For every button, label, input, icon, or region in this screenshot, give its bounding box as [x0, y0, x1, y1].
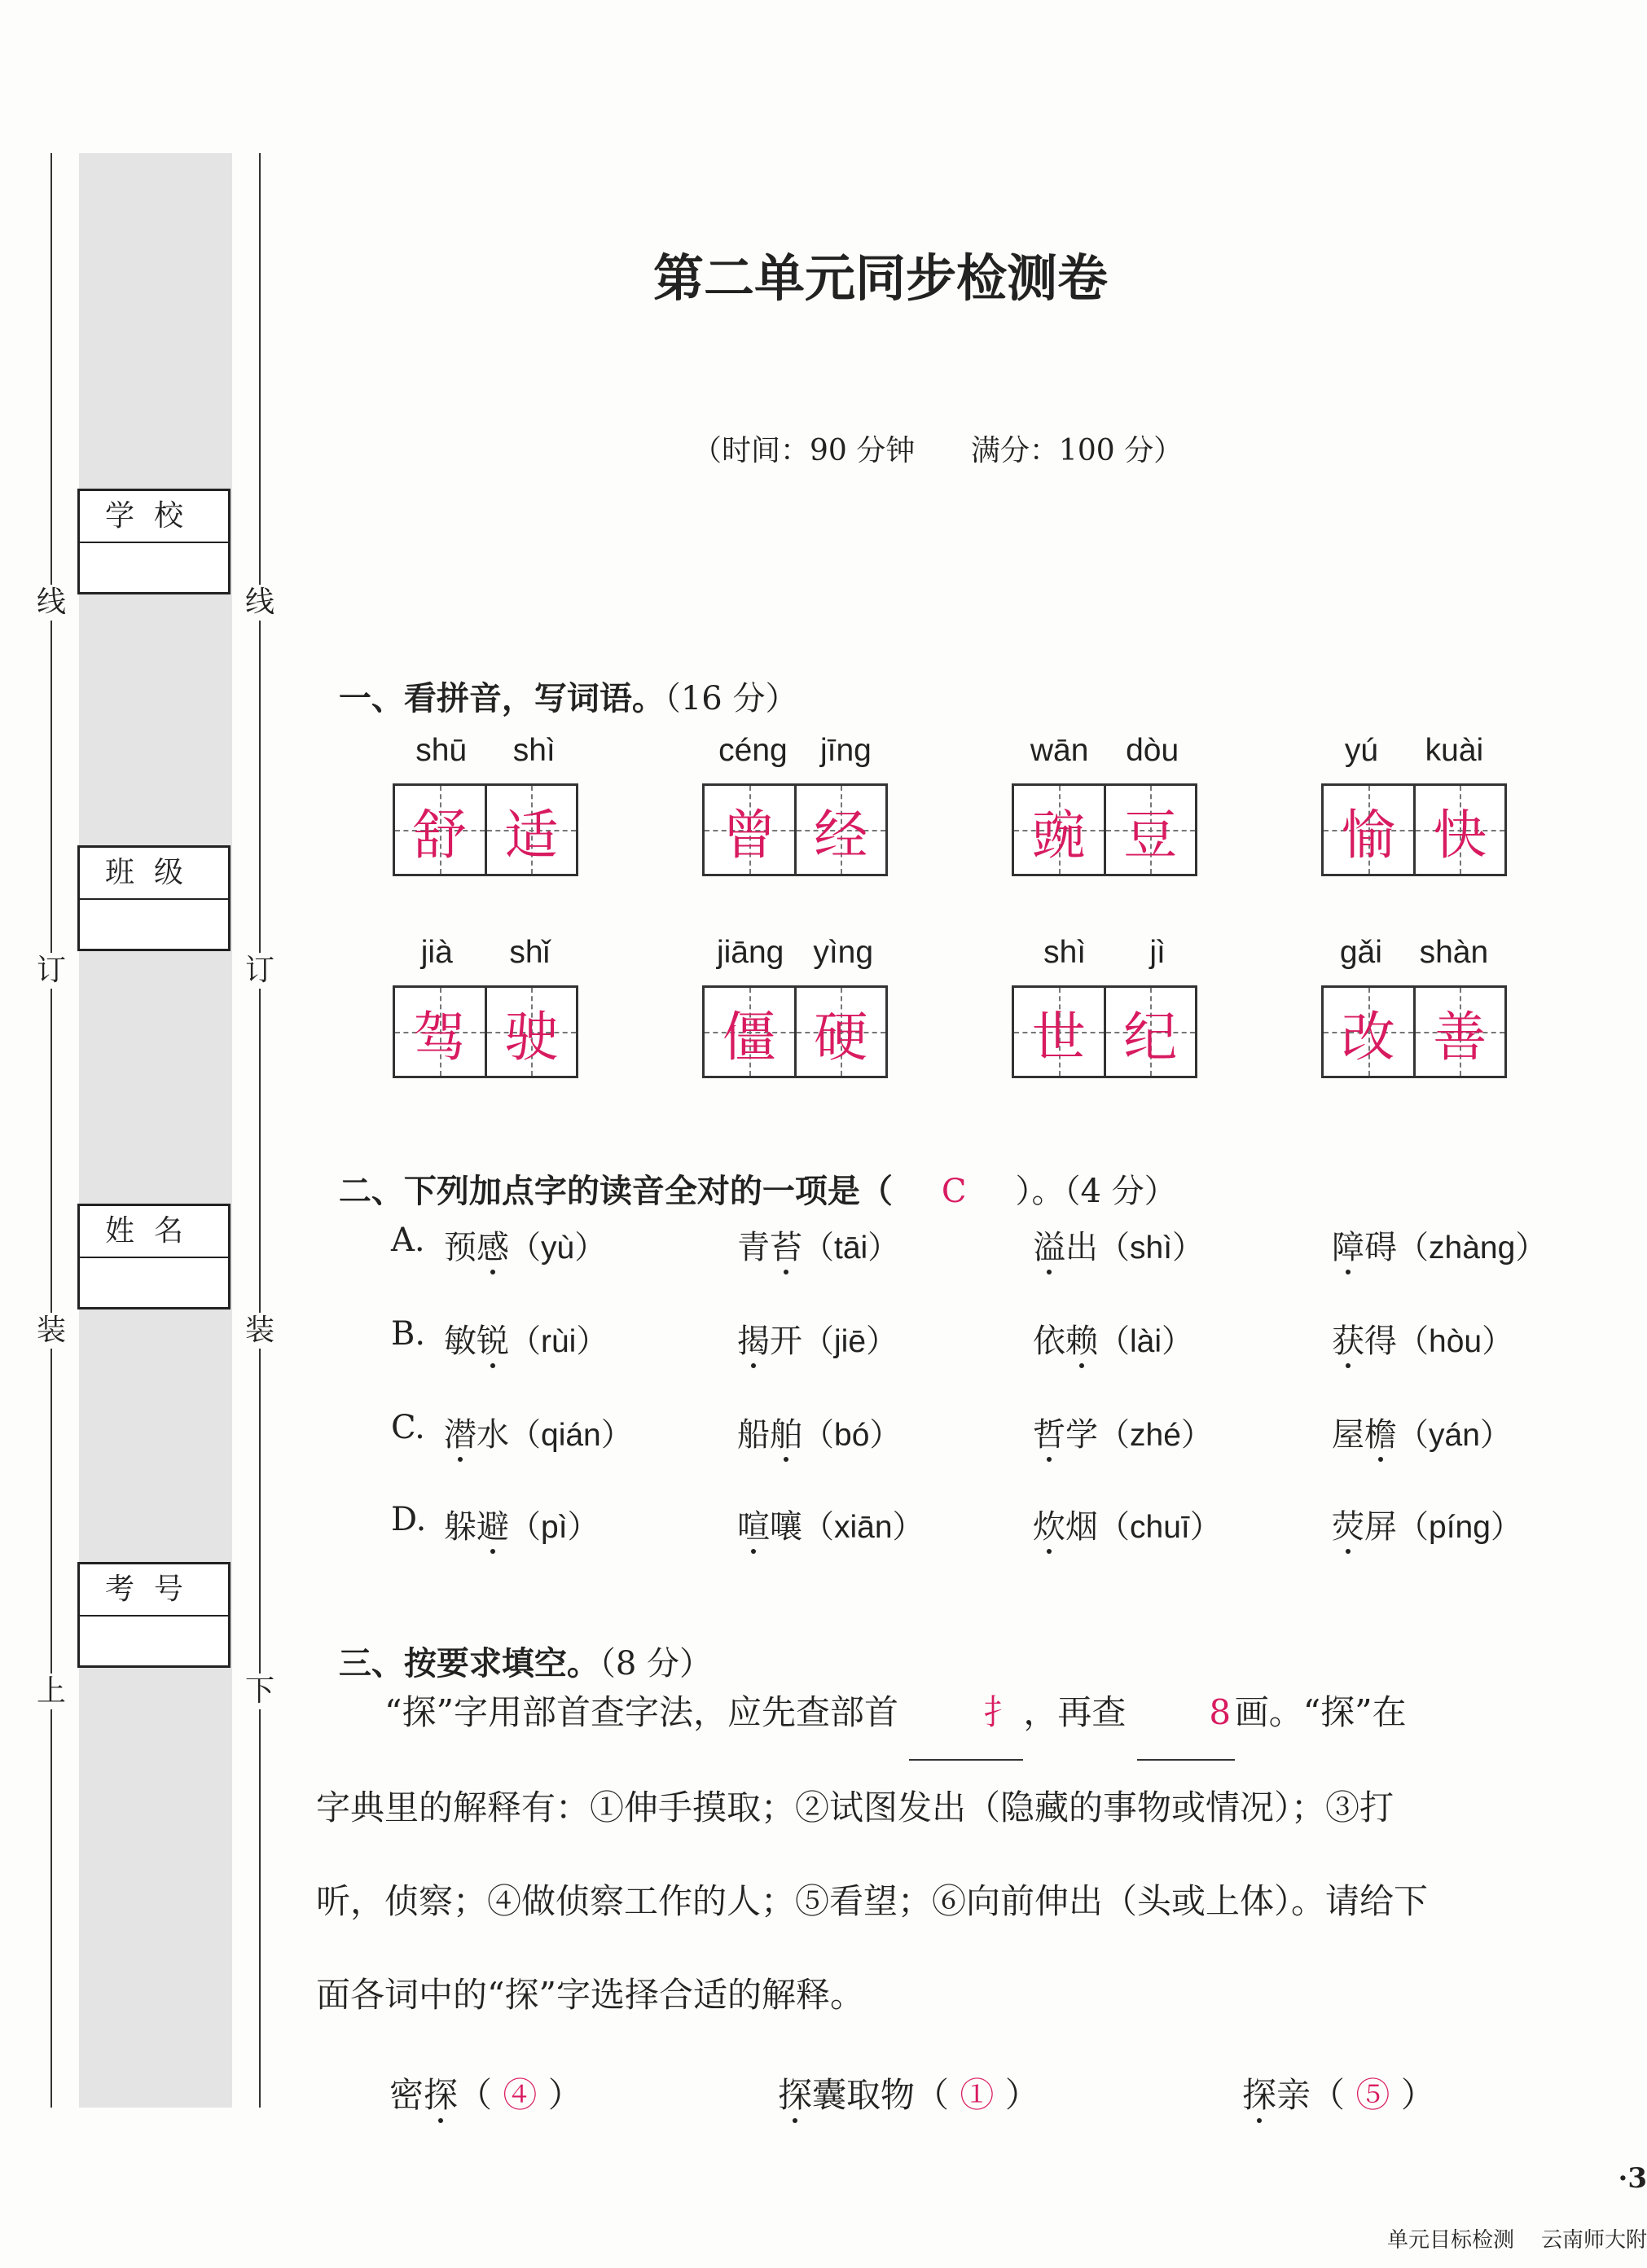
pinyin: yú — [1344, 733, 1379, 768]
answer-char: 改 — [1341, 1005, 1395, 1068]
pinyin: dòu — [1126, 733, 1179, 768]
answer-char: 豆 — [1123, 803, 1178, 866]
margin-mark-left: 订 — [33, 953, 69, 989]
writing-grid — [1012, 783, 1197, 876]
pinyin-word — [1321, 733, 1507, 876]
answer-char: 僵 — [722, 1005, 776, 1068]
cut-line-inner — [259, 153, 261, 2108]
option-item: 喧嚷（xiān） — [737, 1508, 925, 1546]
option-letter: D. — [391, 1501, 427, 1538]
para-line: “探”字用部首查字法，应先查部首 — [384, 1692, 898, 1732]
fill-item: 探囊取物（ ① ） — [778, 2075, 1039, 2115]
option-item: 哲学（zhé） — [1033, 1416, 1213, 1454]
answer-char: 世 — [1031, 1005, 1086, 1068]
writing-grid — [1321, 985, 1507, 1078]
pinyin: jì — [1149, 935, 1166, 970]
option-item: 获得（hòu） — [1332, 1323, 1514, 1360]
pinyin-word — [702, 733, 888, 876]
pinyin: céng — [718, 733, 788, 768]
answer-char: 豌 — [1031, 803, 1086, 866]
radical-blank[interactable]: 扌 — [909, 1665, 1023, 1761]
margin-mark-right: 线 — [242, 585, 278, 621]
fill-item: 密探（ ④ ） — [389, 2075, 582, 2115]
answer-char: 适 — [504, 803, 559, 866]
pinyin-word — [393, 935, 578, 1078]
fill-item: 探亲（ ⑤ ） — [1242, 2075, 1435, 2115]
pinyin: shì — [512, 733, 556, 768]
answer-char: 驶 — [504, 1005, 559, 1068]
writing-grid — [393, 783, 578, 876]
pinyin: kuài — [1425, 733, 1484, 768]
binding-margin — [79, 153, 232, 2108]
writing-grid — [393, 985, 578, 1078]
section2-answer: C — [941, 1173, 967, 1210]
section2-title: 二、下列加点字的读音全对的一项是（ — [338, 1173, 893, 1210]
name-field[interactable] — [77, 1204, 231, 1309]
pinyin: shū — [415, 733, 468, 768]
fill-answer: ① — [960, 2075, 995, 2115]
pinyin-word — [1012, 733, 1197, 876]
writing-grid — [1321, 783, 1507, 876]
pinyin: shì — [1043, 935, 1087, 970]
option-item: 揭开（jiē） — [737, 1323, 898, 1360]
option-letter: A. — [391, 1222, 425, 1259]
name-label: 姓名 — [80, 1206, 228, 1258]
option-item: 障碍（zhàng） — [1332, 1229, 1548, 1266]
exam-number-label: 考号 — [80, 1564, 228, 1617]
option-item: 青苔（tāi） — [737, 1229, 900, 1266]
pinyin: jiāng — [716, 935, 784, 970]
section3-title: 三、按要求填空。 — [338, 1645, 600, 1682]
exam-time-score: （时间：90 分钟 满分：100 分） — [692, 434, 1184, 467]
section2-heading — [316, 1128, 1177, 1212]
section3-score: （8 分） — [599, 1645, 713, 1682]
option-item: 船舶（bó） — [737, 1416, 902, 1454]
cut-line-outer — [51, 153, 52, 2108]
margin-mark-right: 装 — [242, 1313, 278, 1349]
option-item: 敏锐（rùi） — [444, 1323, 608, 1360]
option-item: 荧屏（píng） — [1332, 1508, 1522, 1546]
fill-answer: ④ — [503, 2075, 538, 2115]
para-line: 字典里的解释有：①伸手摸取；②试图发出（隐藏的事物或情况）；③打 — [316, 1788, 1394, 1827]
section2-score: （4 分） — [1064, 1173, 1177, 1210]
margin-mark-right: 订 — [242, 953, 278, 989]
pinyin: wān — [1030, 733, 1089, 768]
exam-number-field[interactable] — [77, 1562, 231, 1668]
writing-grid — [1012, 985, 1197, 1078]
para-line: ，再查 — [1023, 1692, 1127, 1732]
margin-mark-right: 下 — [242, 1674, 278, 1709]
page-footer: 单元目标检测 云南师大附 — [1386, 2228, 1647, 2253]
pinyin: jīng — [819, 733, 872, 768]
pinyin-word — [1321, 935, 1507, 1078]
section1-title: 一、看拼音，写词语。 — [338, 680, 665, 717]
option-item: 躲避（pì） — [444, 1508, 600, 1546]
answer-char: 经 — [814, 803, 868, 866]
writing-grid — [702, 783, 888, 876]
para-line: 听，侦察；④做侦察工作的人；⑤看望；⑥向前伸出（头或上体）。请给下 — [316, 1881, 1429, 1921]
pinyin: yìng — [813, 935, 874, 970]
class-label: 班级 — [80, 848, 228, 900]
pinyin-word — [1012, 935, 1197, 1078]
margin-mark-left: 上 — [33, 1674, 69, 1709]
answer-char: 舒 — [412, 803, 467, 866]
pinyin: jià — [420, 935, 453, 970]
section1-heading — [316, 635, 797, 719]
option-item: 预感（yù） — [444, 1229, 607, 1266]
para-line: 画。“探”在 — [1234, 1692, 1407, 1732]
option-item: 屋檐（yán） — [1332, 1416, 1512, 1454]
answer-char: 驾 — [412, 1005, 467, 1068]
option-item: 潜水（qián） — [444, 1416, 633, 1454]
section3-paragraph — [316, 1665, 1587, 2042]
page-number: ·3 — [1618, 2162, 1647, 2195]
answer-char: 善 — [1433, 1005, 1487, 1068]
answer-char: 快 — [1433, 803, 1487, 866]
option-letter: C. — [391, 1409, 425, 1446]
pinyin: shǐ — [509, 935, 551, 970]
answer-char: 硬 — [814, 1005, 868, 1068]
answer-char: 愉 — [1341, 803, 1395, 866]
pinyin-word — [393, 733, 578, 876]
option-item: 炊烟（chuī） — [1033, 1508, 1222, 1546]
pinyin-word — [702, 935, 888, 1078]
option-item: 溢出（shì） — [1033, 1229, 1205, 1266]
margin-mark-left: 装 — [33, 1313, 69, 1349]
fill-answer: ⑤ — [1355, 2075, 1390, 2115]
option-letter: B. — [391, 1315, 426, 1353]
para-line: 面各词中的“探”字选择合适的解释。 — [316, 1975, 864, 2015]
class-field[interactable] — [77, 845, 231, 951]
option-item: 依赖（lài） — [1033, 1323, 1194, 1360]
pinyin: gǎi — [1339, 935, 1382, 970]
stroke-count-blank[interactable]: 8 — [1137, 1665, 1235, 1761]
section2-closing: ）。 — [1015, 1173, 1065, 1210]
writing-grid — [702, 985, 888, 1078]
school-field[interactable] — [77, 489, 231, 594]
school-label: 学校 — [80, 491, 228, 543]
pinyin: shàn — [1419, 935, 1489, 970]
page-title: 第二单元同步检测卷 — [652, 248, 1108, 308]
answer-char: 曾 — [722, 803, 776, 866]
answer-char: 纪 — [1123, 1005, 1178, 1068]
margin-mark-left: 线 — [33, 585, 69, 621]
section1-score: （16 分） — [664, 680, 798, 717]
